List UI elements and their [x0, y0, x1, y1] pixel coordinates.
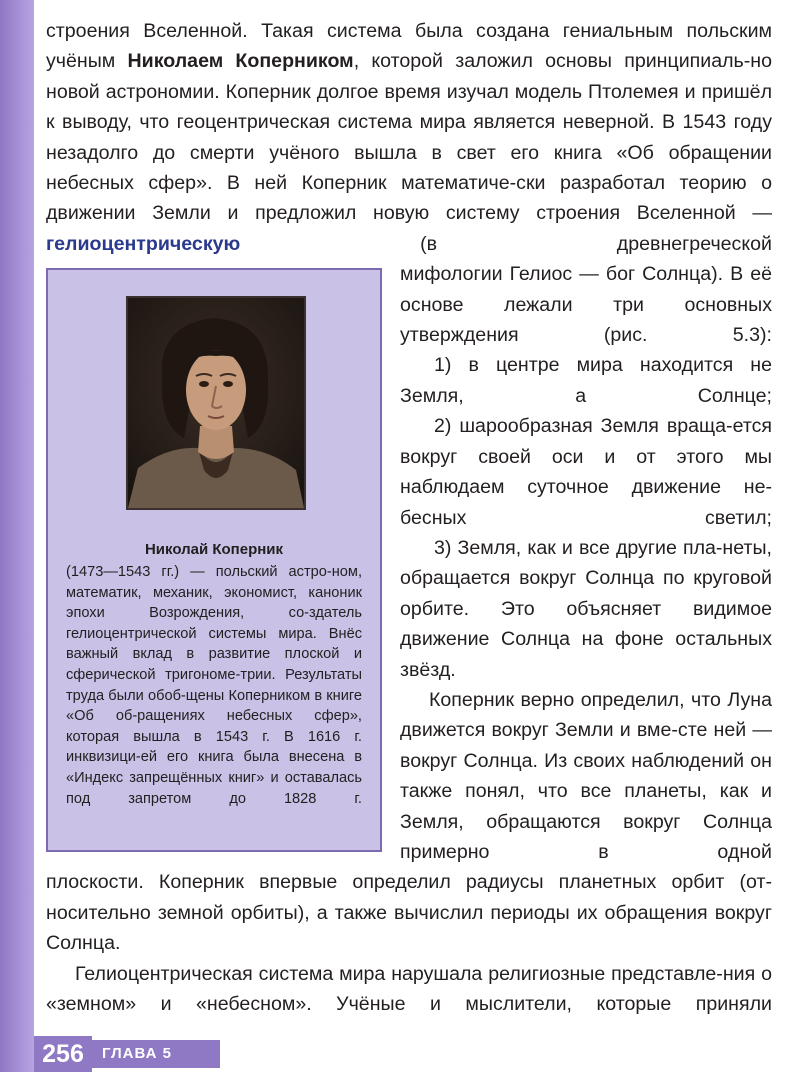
text-run: (в древнегреческой: [240, 232, 772, 255]
text-run: учёным: [46, 50, 128, 73]
text-run: строения Вселенной. Такая система была создана гениальным польским: [46, 20, 772, 42]
paragraph-intro: [46, 16, 772, 259]
copernicus-portrait-image: [126, 296, 306, 510]
paragraph-last: Гелиоцентрическая система мира нарушала религиозные представле-ния о «земном» и «небесном». Учёные и мыслители, которые приняли: [46, 962, 772, 1015]
paragraph-wrap-intro: мифологии Гелиос — бог Солнца). В её основе лежали три основных утверждения (рис. 5.3):: [400, 263, 772, 347]
biography-sidebox: [46, 268, 382, 852]
portrait-icon: [128, 298, 304, 508]
list-item-1: 1) в центре мира находится не Земля, а Солнце;: [400, 354, 772, 407]
list-item-3: 3) Земля, как и все другие пла-неты, обращается вокруг Солнца по круговой орбите. Это объясняет видимое движение Солнца на фоне остальных звёзд.: [400, 536, 772, 681]
caption-text: (1473—1543 гг.) — польский астро-ном, математик, механик, экономист, каноник эпохи Возрождения, со-здатель гелиоцентрической системы мира. Внёс важный вклад в развитие плоской и сферической тригономе-трии. Результаты труда были обоб-щены Коперником в книге «Об об-ращениях небесных сфер», которая вышла в 1543 г. В 1616 г. инквизици-ей его книга была внесена в «Индекс запрещённых книг» и оставалась под запретом до 1828 г.: [66, 564, 362, 807]
paragraph-moon-wrap: Коперник верно определил, что Луна движется вокруг Земли и вме-сте ней — вокруг Солнца. Из своих наблюдений он также понял, что все планеты, как и Земля, обращаются вокруг Солнца примерно в одной: [400, 688, 772, 863]
copernicus-name: Николаем Коперником: [127, 50, 354, 73]
list-item-2: 2) шарообразная Земля враща-ется вокруг своей оси и от этого мы наблюдаем суточное движение не-бесных светил;: [400, 415, 772, 529]
page-number: 256: [34, 1036, 92, 1072]
caption-title: Николай Коперник: [144, 541, 284, 558]
text-run: но новой астрономии. Коперник долгое время изучал модель Птолемея и пришёл к выводу, что геоцентрическая система мира является неверной. В 1543 году незадолго до смерти учёного вышла в свет его книга «Об обращении небесных сфер». В ней Коперник математиче-ски разработал теорию о движении Земли и предложил новую систему строения Вселенной —: [46, 50, 773, 225]
chapter-label: ГЛАВА 5: [92, 1040, 220, 1068]
heliocentric-term: гелиоцентрическую: [46, 232, 241, 255]
paragraph-moon-full: плоскости. Коперник впервые определил радиусы планетных орбит (от-носительно земной орбиты), а также вычислил периоды их обращения вокруг Солнца.: [46, 871, 772, 955]
left-margin-stripe: [0, 0, 34, 1072]
text-run: , которой заложил основы принципиаль-: [353, 50, 751, 73]
page-footer: [34, 1036, 194, 1072]
